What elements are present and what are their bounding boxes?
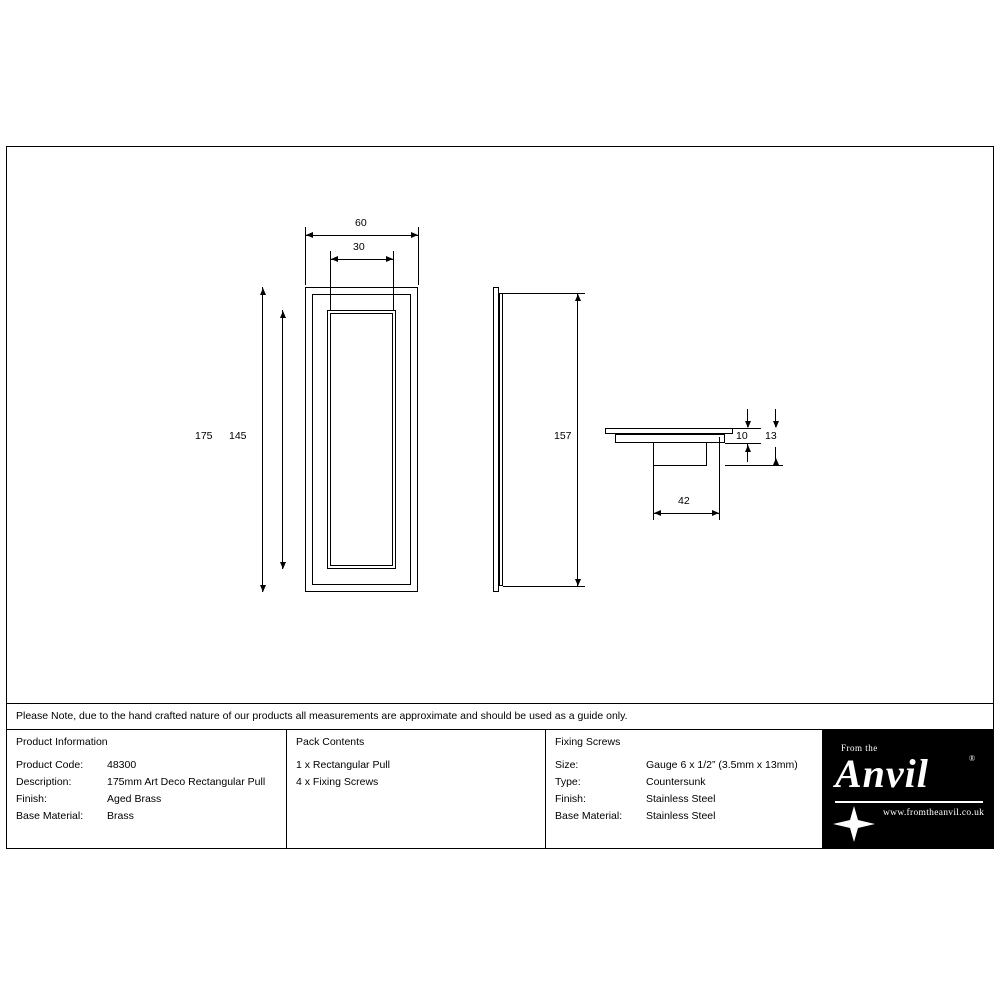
dim-label-10: 10: [736, 430, 748, 442]
screw-base-material-row: [555, 808, 813, 825]
ext-line-157-top: [503, 293, 585, 294]
screw-type-label: Type:: [555, 776, 581, 788]
detail-view-stem-base: [653, 465, 707, 466]
logo-divider: [835, 801, 983, 803]
dim-arrow-157-bottom: [575, 579, 581, 586]
info-table: [7, 729, 993, 848]
product-finish-row: [16, 791, 277, 808]
dim-line-30: [330, 259, 393, 260]
pack-contents-item: 1 x Rectangular Pull: [296, 759, 390, 771]
screw-base-material-value: Stainless Steel: [646, 810, 716, 822]
screw-size-value: Gauge 6 x 1/2” (3.5mm x 13mm): [646, 759, 798, 771]
screw-finish-label: Finish:: [555, 793, 586, 805]
dim-label-30: 30: [353, 241, 365, 253]
ext-line-13-bottom: [725, 465, 783, 466]
ext-line-30-right: [393, 251, 394, 311]
screw-type-row: [555, 774, 813, 791]
logo-from-the-text: From the: [841, 743, 878, 753]
dim-arrow-42-left: [654, 510, 661, 516]
brand-logo-column: [822, 730, 993, 848]
dim-arrow-157-top: [575, 294, 581, 301]
product-finish-label: Finish:: [16, 793, 47, 805]
pack-contents-item: 4 x Fixing Screws: [296, 776, 379, 788]
screw-type-value: Countersunk: [646, 776, 706, 788]
product-information-title: Product Information: [16, 736, 108, 748]
dim-line-42: [653, 513, 719, 514]
product-description-label: Description:: [16, 776, 72, 788]
dim-arrow-175-top: [260, 288, 266, 295]
product-information-column: [7, 730, 286, 848]
dim-label-157: 157: [554, 430, 572, 442]
product-finish-value: Aged Brass: [107, 793, 162, 805]
technical-drawing-frame: [6, 146, 994, 849]
side-view-lip: [499, 293, 503, 586]
logo-website-url: www.fromtheanvil.co.uk: [883, 808, 985, 818]
dim-label-145: 145: [229, 430, 247, 442]
dim-arrow-145-top: [280, 311, 286, 318]
screw-base-material-label: Base Material:: [555, 810, 623, 822]
dim-label-42: 42: [678, 495, 690, 507]
screw-size-row: [555, 757, 813, 774]
ext-line-60-right: [418, 227, 419, 285]
product-code-label: Product Code:: [16, 759, 84, 771]
anvil-star-icon: [831, 804, 877, 844]
measurement-note: Please Note, due to the hand crafted nature of our products all measurements are approximate and should be used as a guide only.: [7, 703, 993, 729]
dim-arrow-30-left: [331, 256, 338, 262]
from-the-anvil-logo: [823, 730, 993, 848]
dim-arrow-175-bottom: [260, 585, 266, 592]
ext-line-10-top: [733, 428, 761, 429]
fixing-screws-title: Fixing Screws: [555, 736, 621, 748]
dim-arrow-10-bottom: [745, 445, 751, 452]
product-base-material-label: Base Material:: [16, 810, 84, 822]
dim-arrow-42-right: [712, 510, 719, 516]
dim-line-175: [262, 287, 263, 592]
dim-label-60: 60: [355, 217, 367, 229]
dim-arrow-60-left: [306, 232, 313, 238]
screw-finish-row: [555, 791, 813, 808]
dim-line-145: [282, 310, 283, 569]
pack-contents-title: Pack Contents: [296, 736, 365, 748]
ext-line-157-bottom: [503, 586, 585, 587]
dim-arrow-30-right: [386, 256, 393, 262]
dim-arrow-13-top: [773, 421, 779, 428]
screw-size-label: Size:: [555, 759, 579, 771]
dim-label-13: 13: [765, 430, 777, 442]
screw-finish-value: Stainless Steel: [646, 793, 716, 805]
ext-line-10-bottom: [725, 443, 761, 444]
detail-view-body: [615, 434, 725, 443]
logo-anvil-text: Anvil: [835, 751, 929, 796]
dim-arrow-10-top: [745, 421, 751, 428]
dim-arrow-60-right: [411, 232, 418, 238]
drawing-area: [7, 147, 993, 703]
product-code-row: [16, 757, 277, 774]
pack-contents-column: [286, 730, 545, 848]
dim-arrow-145-bottom: [280, 562, 286, 569]
detail-view-stem-left: [653, 443, 654, 465]
dim-label-175: 175: [195, 430, 213, 442]
logo-registered-mark: ®: [969, 754, 976, 763]
ext-line-42-right: [719, 437, 720, 520]
fixing-screws-column: [545, 730, 822, 848]
product-description-value: 175mm Art Deco Rectangular Pull: [107, 776, 266, 788]
dim-arrow-13-bottom: [773, 458, 779, 465]
dim-line-60: [305, 235, 418, 236]
product-base-material-row: [16, 808, 277, 825]
product-description-row: [16, 774, 277, 791]
front-view-recess-floor: [330, 313, 393, 566]
detail-view-stem-right: [706, 443, 707, 465]
product-base-material-value: Brass: [107, 810, 134, 822]
product-code-value: 48300: [107, 759, 137, 771]
dim-line-157: [577, 293, 578, 586]
